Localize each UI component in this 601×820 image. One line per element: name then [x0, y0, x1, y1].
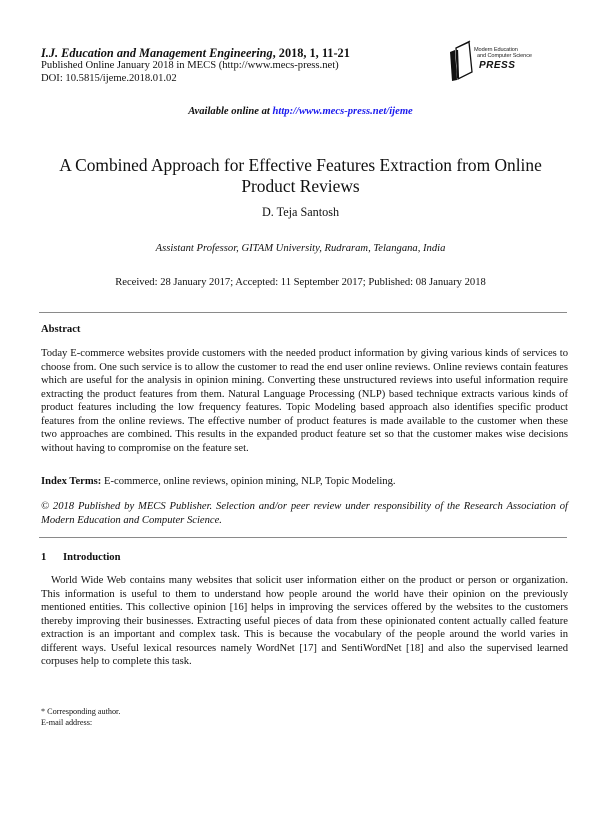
- index-terms: [41, 475, 568, 489]
- title-line-2: Product Reviews: [241, 176, 360, 196]
- available-online: [0, 106, 601, 117]
- logo-press: PRESS: [479, 60, 516, 71]
- abstract-heading: Abstract: [41, 324, 81, 335]
- publication-dates: Received: 28 January 2017; Accepted: 11 September 2017; Published: 08 January 2018: [115, 277, 486, 288]
- copyright-notice: © 2018 Published by MECS Publisher. Selection and/or peer review under responsibility of the Research Association of Modern Education and Computer Science.: [41, 501, 568, 526]
- index-terms-label: Index Terms:: [41, 476, 102, 487]
- author-name: D. Teja Santosh: [261, 205, 340, 219]
- abstract-text: Today E-commerce websites provide customers with the needed product information by giving various kinds of services to choose from. One such service is to allow the customer to read the end user online reviews. Online reviews contain features which are useful for the analysis in opinion mining. Converting these unstructured reviews into useful information require extracting the product features from them. Natural Language Processing (NLP) based technique extracts various kinds of product features including the low frequency features. Topic Modeling based approach also identifies specific product features from the online reviews. The effective number of product features is made available to the customer when these two approaches are combined. This results in the expanded product feature set so that the customer makes wise decisions without having to compromise on the feature set.: [41, 348, 568, 454]
- title-line-1: A Combined Approach for Effective Features Extraction from Online: [59, 155, 542, 175]
- journal-name: I.J. Education and Management Engineering: [41, 46, 273, 60]
- logo-text: [474, 47, 532, 59]
- email-address-note: E-mail address:: [41, 718, 93, 727]
- introduction-text: World Wide Web contains many websites that solicit user information either on the product or person or organization. This information is useful to them to understand how people around the world have their opinion on the previously mentioned entities. This collective opinion [16] helps in improving the services offered by the websites to the customers thereby improving their businesses. Extracting useful pieces of data from these opinionated content actually called feature extraction is an important and complex task. This is because the vocabulary of the people around the world varies in different ways. Useful lexical resources namely WordNet [17] and SentiWordNet [18] and also the supervised learned corpuses help to complete this task.: [41, 575, 568, 667]
- author-affiliation: Assistant Professor, GITAM University, Rudraram, Telangana, India: [155, 243, 446, 254]
- corresponding-author-note: * Corresponding author.: [41, 707, 121, 716]
- available-prefix: Available online at: [188, 106, 273, 117]
- logo-line-2: and Computer Science: [477, 53, 532, 59]
- divider: [39, 537, 567, 538]
- index-terms-text: E-commerce, online reviews, opinion mining, NLP, Topic Modeling.: [101, 476, 396, 487]
- journal-issue: , 2018, 1, 11-21: [272, 46, 350, 60]
- published-online-line: Published Online January 2018 in MECS (http://www.mecs-press.net): [41, 60, 339, 71]
- section-number: 1: [41, 552, 47, 563]
- section-title: Introduction: [63, 552, 121, 563]
- paper-title: [30, 155, 571, 197]
- book-icon: [447, 38, 477, 82]
- logo-line-1: Modern Education: [474, 47, 518, 53]
- footnote: [41, 706, 120, 728]
- journal-citation: [41, 46, 421, 60]
- journal-url-link[interactable]: http://www.mecs-press.net/ijeme: [272, 106, 413, 117]
- introduction-heading: [41, 552, 121, 563]
- journal-header: [41, 46, 421, 85]
- divider: [39, 312, 567, 313]
- mecs-press-logo: [447, 38, 557, 82]
- doi-line: DOI: 10.5815/ijeme.2018.01.02: [41, 72, 177, 84]
